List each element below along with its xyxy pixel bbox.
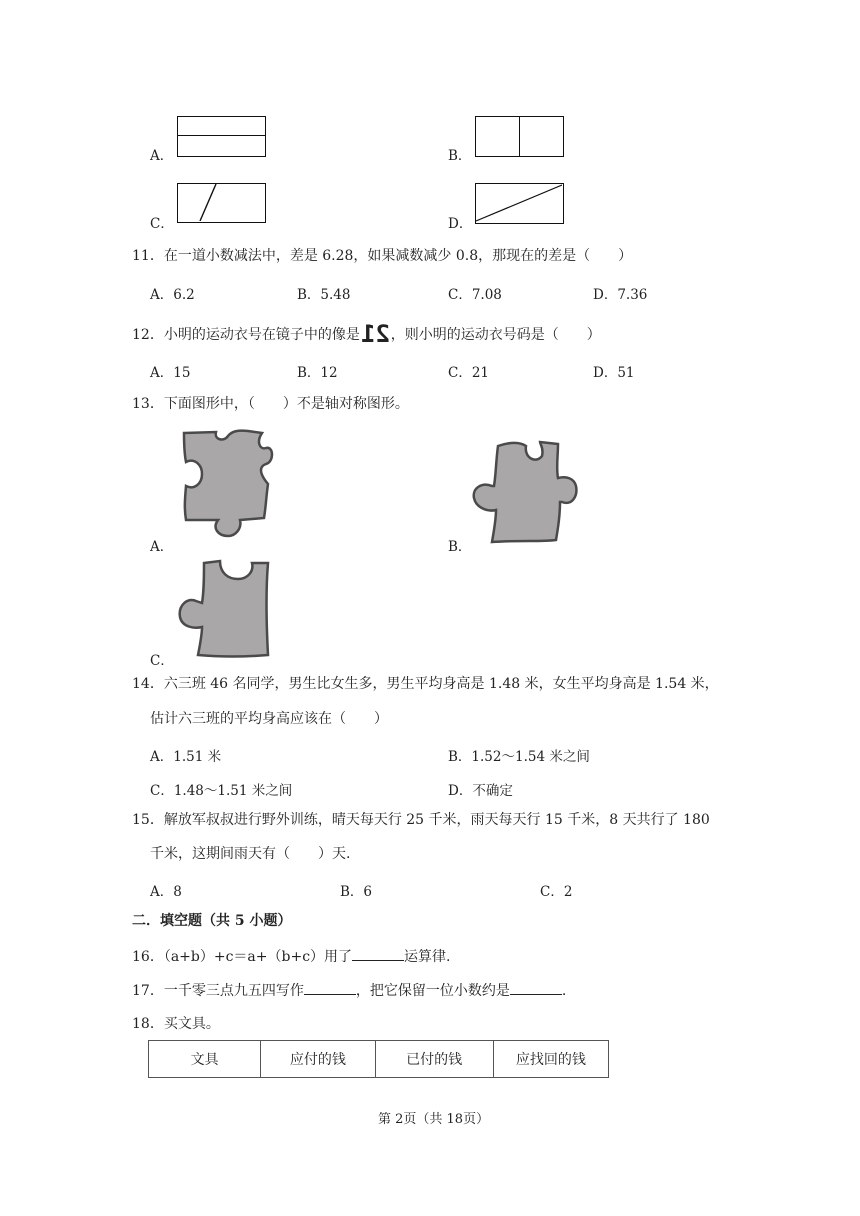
q12-option-a: A．15 [150, 365, 191, 381]
q11-question: 11．在一道小数减法中，差是 6.28，如果减数减少 0.8，那现在的差是（ ） [132, 248, 633, 264]
q10-option-b-label: B． [448, 148, 472, 164]
table-header-cell: 已付的钱 [375, 1041, 493, 1078]
horizontal-divider [178, 135, 265, 136]
q14-option-c: C．1.48～1.51 米之间 [150, 783, 293, 799]
q11-option-c: C．7.08 [448, 287, 502, 303]
q10-option-b-rectangle [475, 116, 564, 157]
q12-option-b: B．12 [297, 365, 338, 381]
page-footer: 第 2页（共 18页） [378, 1112, 490, 1127]
q10-option-c-rectangle [177, 183, 266, 223]
q13-option-a: A． [150, 539, 174, 555]
q12-text-before: 12．小明的运动衣号在镜子中的像是 [132, 327, 360, 343]
q16-text-after: 运算律. [404, 949, 451, 965]
diagonal-divider [476, 184, 562, 222]
q15-question-line2: 千米，这期间雨天有（ ）天. [150, 846, 351, 862]
q13-option-c: C． [150, 653, 174, 669]
puzzle-piece-b-image [470, 436, 586, 548]
table-header-cell: 应付的钱 [261, 1041, 375, 1078]
q15-question-line1: 15．解放军叔叔进行野外训练，晴天每天行 25 千米，雨天每天行 15 千米，8 天共行了 180 [132, 812, 710, 828]
q15-option-a: A．8 [150, 884, 182, 900]
q18-question: 18．买文具。 [132, 1016, 220, 1032]
puzzle-piece-a-image [176, 428, 276, 543]
q10-option-c-label: C． [150, 216, 174, 232]
q17-text-after: . [561, 983, 567, 999]
q17-text-before: 17．一千零三点九五四写作 [132, 983, 304, 999]
q14-question-line2: 估计六三班的平均身高应该在（ ） [150, 711, 388, 727]
q14-option-a: A．1.51 米 [150, 749, 222, 765]
section-title: 二．填空题（共 5 小题） [132, 913, 292, 929]
answer-blank[interactable] [304, 982, 356, 995]
q15-option-b: B．6 [340, 884, 373, 900]
q13-option-b: B． [448, 539, 472, 555]
mirror-number-image: 21 [360, 320, 390, 348]
q10-option-d-label: D． [448, 216, 473, 232]
q16-text-before: 16．（a+b）+c＝a+（b+c）用了 [132, 949, 353, 965]
q12-option-d: D．51 [593, 365, 635, 381]
q17-question [132, 982, 566, 999]
q11-option-a: A．6.2 [150, 287, 195, 303]
q12-option-c: C．21 [448, 365, 490, 381]
table-header-cell: 文具 [149, 1041, 261, 1078]
q17-text-middle: ，把它保留一位小数约是 [355, 983, 510, 999]
answer-blank[interactable] [352, 948, 404, 961]
q10-option-a-rectangle [177, 116, 266, 157]
q10-option-d-rectangle [475, 183, 564, 224]
stationery-table [148, 1040, 609, 1078]
q14-question-line1: 14．六三班 46 名同学，男生比女生多，男生平均身高是 1.48 米，女生平均身高是 1.54 米， [132, 676, 719, 692]
q14-option-b: B．1.52～1.54 米之间 [448, 749, 590, 765]
table-header-row [149, 1041, 609, 1078]
q10-option-a-label: A． [150, 148, 174, 164]
q11-option-d: D．7.36 [593, 287, 648, 303]
q13-question: 13．下面图形中，（ ）不是轴对称图形。 [132, 396, 409, 412]
q15-option-c: C．2 [540, 884, 573, 900]
q12-text-after: ，则小明的运动衣号码是（ ） [390, 327, 601, 343]
q16-question [132, 948, 451, 965]
table-header-cell: 应找回的钱 [493, 1041, 608, 1078]
q11-option-b: B．5.48 [297, 287, 351, 303]
q12-question [132, 320, 601, 348]
q14-option-d: D．不确定 [448, 783, 513, 799]
vertical-divider [519, 117, 520, 156]
puzzle-piece-c-image [176, 557, 276, 662]
slanted-divider [178, 184, 264, 221]
answer-blank[interactable] [510, 982, 562, 995]
